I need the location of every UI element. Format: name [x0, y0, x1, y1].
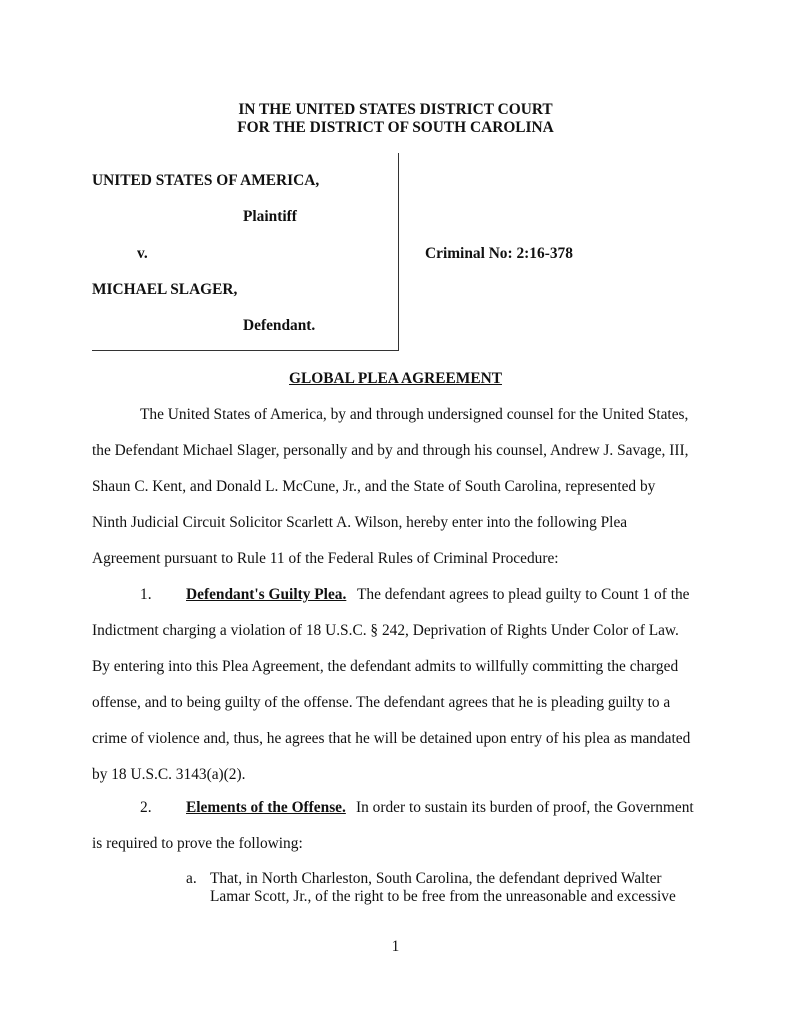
- versus: v.: [137, 245, 148, 262]
- list-item-marker: a.: [186, 870, 197, 887]
- section-1-line: offense, and to being guilty of the offense. The defendant agrees that he is pleading guilty to a: [92, 694, 671, 711]
- section-1-number: 1.: [140, 586, 152, 603]
- section-1-first-line: The defendant agrees to plead guilty to Count 1 of the: [357, 586, 690, 603]
- court-line-2: FOR THE DISTRICT OF SOUTH CAROLINA: [237, 119, 554, 136]
- court-header: [0, 101, 791, 137]
- caption-divider-vertical: [398, 153, 399, 350]
- plaintiff-role: Plaintiff: [243, 208, 297, 225]
- section-2-heading: Elements of the Offense.: [186, 799, 346, 816]
- plaintiff-name: UNITED STATES OF AMERICA,: [92, 172, 320, 189]
- section-2-first-line: In order to sustain its burden of proof, the Government: [356, 799, 694, 816]
- criminal-number: Criminal No: 2:16-378: [425, 245, 573, 262]
- page-number: 1: [391, 938, 400, 955]
- section-2-number: 2.: [140, 799, 152, 816]
- list-item-line: That, in North Charleston, South Carolina, the defendant deprived Walter: [210, 870, 662, 887]
- section-1-line: crime of violence and, thus, he agrees that he will be detained upon entry of his plea as mandated: [92, 730, 691, 747]
- defendant-role: Defendant.: [243, 317, 316, 334]
- intro-line: the Defendant Michael Slager, personally and by and through his counsel, Andrew J. Savage, III,: [92, 442, 689, 459]
- section-1-heading: Defendant's Guilty Plea.: [186, 586, 347, 603]
- caption-divider-horizontal: [92, 350, 399, 351]
- document-title: GLOBAL PLEA AGREEMENT: [289, 370, 502, 387]
- section-1-line: Indictment charging a violation of 18 U.S.C. § 242, Deprivation of Rights Under Color of Law.: [92, 622, 679, 639]
- list-item-line: Lamar Scott, Jr., of the right to be free from the unreasonable and excessive: [210, 888, 676, 905]
- section-1-line: by 18 U.S.C. 3143(a)(2).: [92, 766, 246, 783]
- section-1-line: By entering into this Plea Agreement, the defendant admits to willfully committing the charged: [92, 658, 679, 675]
- court-line-1: IN THE UNITED STATES DISTRICT COURT: [238, 101, 553, 118]
- intro-line: Ninth Judicial Circuit Solicitor Scarlett A. Wilson, hereby enter into the following Plea: [92, 514, 628, 531]
- intro-line: Shaun C. Kent, and Donald L. McCune, Jr., and the State of South Carolina, represented by: [92, 478, 656, 495]
- intro-line: Agreement pursuant to Rule 11 of the Federal Rules of Criminal Procedure:: [92, 550, 559, 567]
- defendant-name: MICHAEL SLAGER,: [92, 281, 238, 298]
- intro-line: The United States of America, by and through undersigned counsel for the United States,: [140, 406, 689, 423]
- section-2-line: is required to prove the following:: [92, 835, 303, 852]
